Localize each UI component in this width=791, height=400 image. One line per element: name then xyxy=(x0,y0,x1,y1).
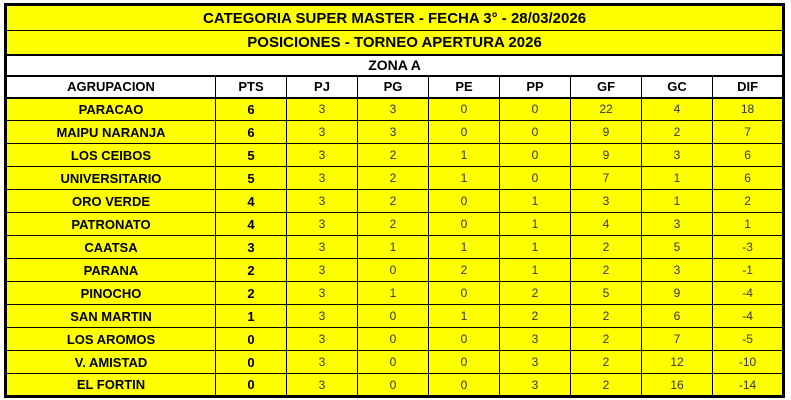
points-cell: 6 xyxy=(216,121,287,144)
stat-cell: 1 xyxy=(500,190,571,213)
stat-cell: 18 xyxy=(713,98,784,121)
points-cell: 2 xyxy=(216,259,287,282)
stat-cell: 1 xyxy=(358,282,429,305)
team-name-cell: LOS CEIBOS xyxy=(6,144,216,167)
stat-cell: 7 xyxy=(642,328,713,351)
table-row xyxy=(6,213,784,236)
stat-cell: 3 xyxy=(358,98,429,121)
stat-cell: -4 xyxy=(713,282,784,305)
stat-cell: 1 xyxy=(642,190,713,213)
team-name-cell: LOS AROMOS xyxy=(6,328,216,351)
zone-label: ZONA A xyxy=(6,55,784,76)
stat-cell: 3 xyxy=(642,259,713,282)
stat-cell: 2 xyxy=(429,259,500,282)
stat-cell: 3 xyxy=(287,282,358,305)
stat-cell: 3 xyxy=(642,144,713,167)
table-title: CATEGORIA SUPER MASTER - FECHA 3° - 28/03/2026 xyxy=(6,5,784,31)
table-row xyxy=(6,98,784,121)
stat-cell: 2 xyxy=(358,144,429,167)
stat-cell: 2 xyxy=(571,328,642,351)
stat-cell: 7 xyxy=(571,167,642,190)
team-name-cell: ORO VERDE xyxy=(6,190,216,213)
stat-cell: 2 xyxy=(571,259,642,282)
stat-cell: 3 xyxy=(500,351,571,374)
stat-cell: 3 xyxy=(287,98,358,121)
stat-cell: 1 xyxy=(713,213,784,236)
standings-table xyxy=(4,3,785,398)
team-name-cell: UNIVERSITARIO xyxy=(6,167,216,190)
points-cell: 0 xyxy=(216,374,287,397)
table-row xyxy=(6,282,784,305)
stat-cell: 0 xyxy=(500,167,571,190)
stat-cell: -5 xyxy=(713,328,784,351)
column-header-gf: GF xyxy=(571,76,642,98)
points-cell: 0 xyxy=(216,328,287,351)
team-name-cell: V. AMISTAD xyxy=(6,351,216,374)
table-row xyxy=(6,259,784,282)
stat-cell: 3 xyxy=(287,328,358,351)
stat-cell: 5 xyxy=(571,282,642,305)
stat-cell: 0 xyxy=(500,121,571,144)
stat-cell: 5 xyxy=(642,236,713,259)
column-header-agrupacion: AGRUPACION xyxy=(6,76,216,98)
stat-cell: 0 xyxy=(358,374,429,397)
stat-cell: 4 xyxy=(642,98,713,121)
table-row xyxy=(6,374,784,397)
stat-cell: -14 xyxy=(713,374,784,397)
stat-cell: 1 xyxy=(429,236,500,259)
stat-cell: 3 xyxy=(287,259,358,282)
stat-cell: 1 xyxy=(642,167,713,190)
stat-cell: -4 xyxy=(713,305,784,328)
team-name-cell: PATRONATO xyxy=(6,213,216,236)
points-cell: 5 xyxy=(216,144,287,167)
stat-cell: 0 xyxy=(429,98,500,121)
standings-body xyxy=(6,98,784,397)
stat-cell: 1 xyxy=(500,236,571,259)
stat-cell: 0 xyxy=(429,328,500,351)
stat-cell: 3 xyxy=(287,190,358,213)
stat-cell: 0 xyxy=(358,351,429,374)
stat-cell: 0 xyxy=(429,190,500,213)
stat-cell: 0 xyxy=(429,121,500,144)
table-row xyxy=(6,190,784,213)
stat-cell: 0 xyxy=(429,282,500,305)
column-header-pp: PP xyxy=(500,76,571,98)
title-banner-row xyxy=(6,5,784,31)
stat-cell: 9 xyxy=(571,144,642,167)
stat-cell: 2 xyxy=(358,190,429,213)
stat-cell: 3 xyxy=(287,374,358,397)
stat-cell: 3 xyxy=(287,213,358,236)
stat-cell: 2 xyxy=(500,282,571,305)
table-row xyxy=(6,167,784,190)
stat-cell: 2 xyxy=(571,305,642,328)
stat-cell: -10 xyxy=(713,351,784,374)
stat-cell: 9 xyxy=(571,121,642,144)
team-name-cell: CAATSA xyxy=(6,236,216,259)
stat-cell: 6 xyxy=(642,305,713,328)
points-cell: 1 xyxy=(216,305,287,328)
stat-cell: 2 xyxy=(713,190,784,213)
stat-cell: 2 xyxy=(571,374,642,397)
stat-cell: 3 xyxy=(287,351,358,374)
subtitle-banner-row xyxy=(6,31,784,55)
column-header-pe: PE xyxy=(429,76,500,98)
stat-cell: 1 xyxy=(429,144,500,167)
stat-cell: 7 xyxy=(713,121,784,144)
standings-table-frame xyxy=(4,3,785,397)
column-header-pts: PTS xyxy=(216,76,287,98)
stat-cell: 1 xyxy=(500,259,571,282)
stat-cell: 2 xyxy=(358,213,429,236)
stat-cell: 2 xyxy=(358,167,429,190)
stat-cell: 3 xyxy=(287,236,358,259)
stat-cell: 0 xyxy=(429,374,500,397)
stat-cell: 3 xyxy=(500,328,571,351)
column-header-dif: DIF xyxy=(713,76,784,98)
points-cell: 0 xyxy=(216,351,287,374)
stat-cell: 0 xyxy=(358,328,429,351)
stat-cell: 16 xyxy=(642,374,713,397)
stat-cell: 3 xyxy=(500,374,571,397)
stat-cell: 12 xyxy=(642,351,713,374)
stat-cell: 9 xyxy=(642,282,713,305)
team-name-cell: PARACAO xyxy=(6,98,216,121)
stat-cell: 3 xyxy=(571,190,642,213)
table-row xyxy=(6,236,784,259)
stat-cell: 2 xyxy=(571,236,642,259)
stat-cell: 3 xyxy=(287,305,358,328)
stat-cell: 0 xyxy=(500,144,571,167)
stat-cell: 1 xyxy=(429,167,500,190)
points-cell: 2 xyxy=(216,282,287,305)
stat-cell: 0 xyxy=(429,351,500,374)
stat-cell: -3 xyxy=(713,236,784,259)
team-name-cell: MAIPU NARANJA xyxy=(6,121,216,144)
stat-cell: 3 xyxy=(287,121,358,144)
points-cell: 6 xyxy=(216,98,287,121)
stat-cell: 0 xyxy=(500,98,571,121)
stat-cell: 22 xyxy=(571,98,642,121)
team-name-cell: EL FORTIN xyxy=(6,374,216,397)
stat-cell: 1 xyxy=(429,305,500,328)
points-cell: 5 xyxy=(216,167,287,190)
stat-cell: 6 xyxy=(713,167,784,190)
stat-cell: 0 xyxy=(358,305,429,328)
team-name-cell: PARANA xyxy=(6,259,216,282)
points-cell: 3 xyxy=(216,236,287,259)
stat-cell: 3 xyxy=(287,167,358,190)
points-cell: 4 xyxy=(216,190,287,213)
stat-cell: 6 xyxy=(713,144,784,167)
points-cell: 4 xyxy=(216,213,287,236)
table-subtitle: POSICIONES - TORNEO APERTURA 2026 xyxy=(6,31,784,55)
column-header-pg: PG xyxy=(358,76,429,98)
stat-cell: 3 xyxy=(287,144,358,167)
stat-cell: 2 xyxy=(571,351,642,374)
stat-cell: 0 xyxy=(358,259,429,282)
zone-row xyxy=(6,55,784,76)
stat-cell: 0 xyxy=(429,213,500,236)
stat-cell: 3 xyxy=(642,213,713,236)
table-row xyxy=(6,351,784,374)
table-row xyxy=(6,144,784,167)
table-row xyxy=(6,328,784,351)
stat-cell: 1 xyxy=(500,213,571,236)
table-row xyxy=(6,305,784,328)
column-header-pj: PJ xyxy=(287,76,358,98)
column-header-gc: GC xyxy=(642,76,713,98)
team-name-cell: SAN MARTIN xyxy=(6,305,216,328)
table-row xyxy=(6,121,784,144)
stat-cell: 4 xyxy=(571,213,642,236)
stat-cell: 3 xyxy=(358,121,429,144)
stat-cell: 2 xyxy=(500,305,571,328)
stat-cell: 1 xyxy=(358,236,429,259)
stat-cell: 2 xyxy=(642,121,713,144)
column-header-row xyxy=(6,76,784,98)
team-name-cell: PINOCHO xyxy=(6,282,216,305)
stat-cell: -1 xyxy=(713,259,784,282)
